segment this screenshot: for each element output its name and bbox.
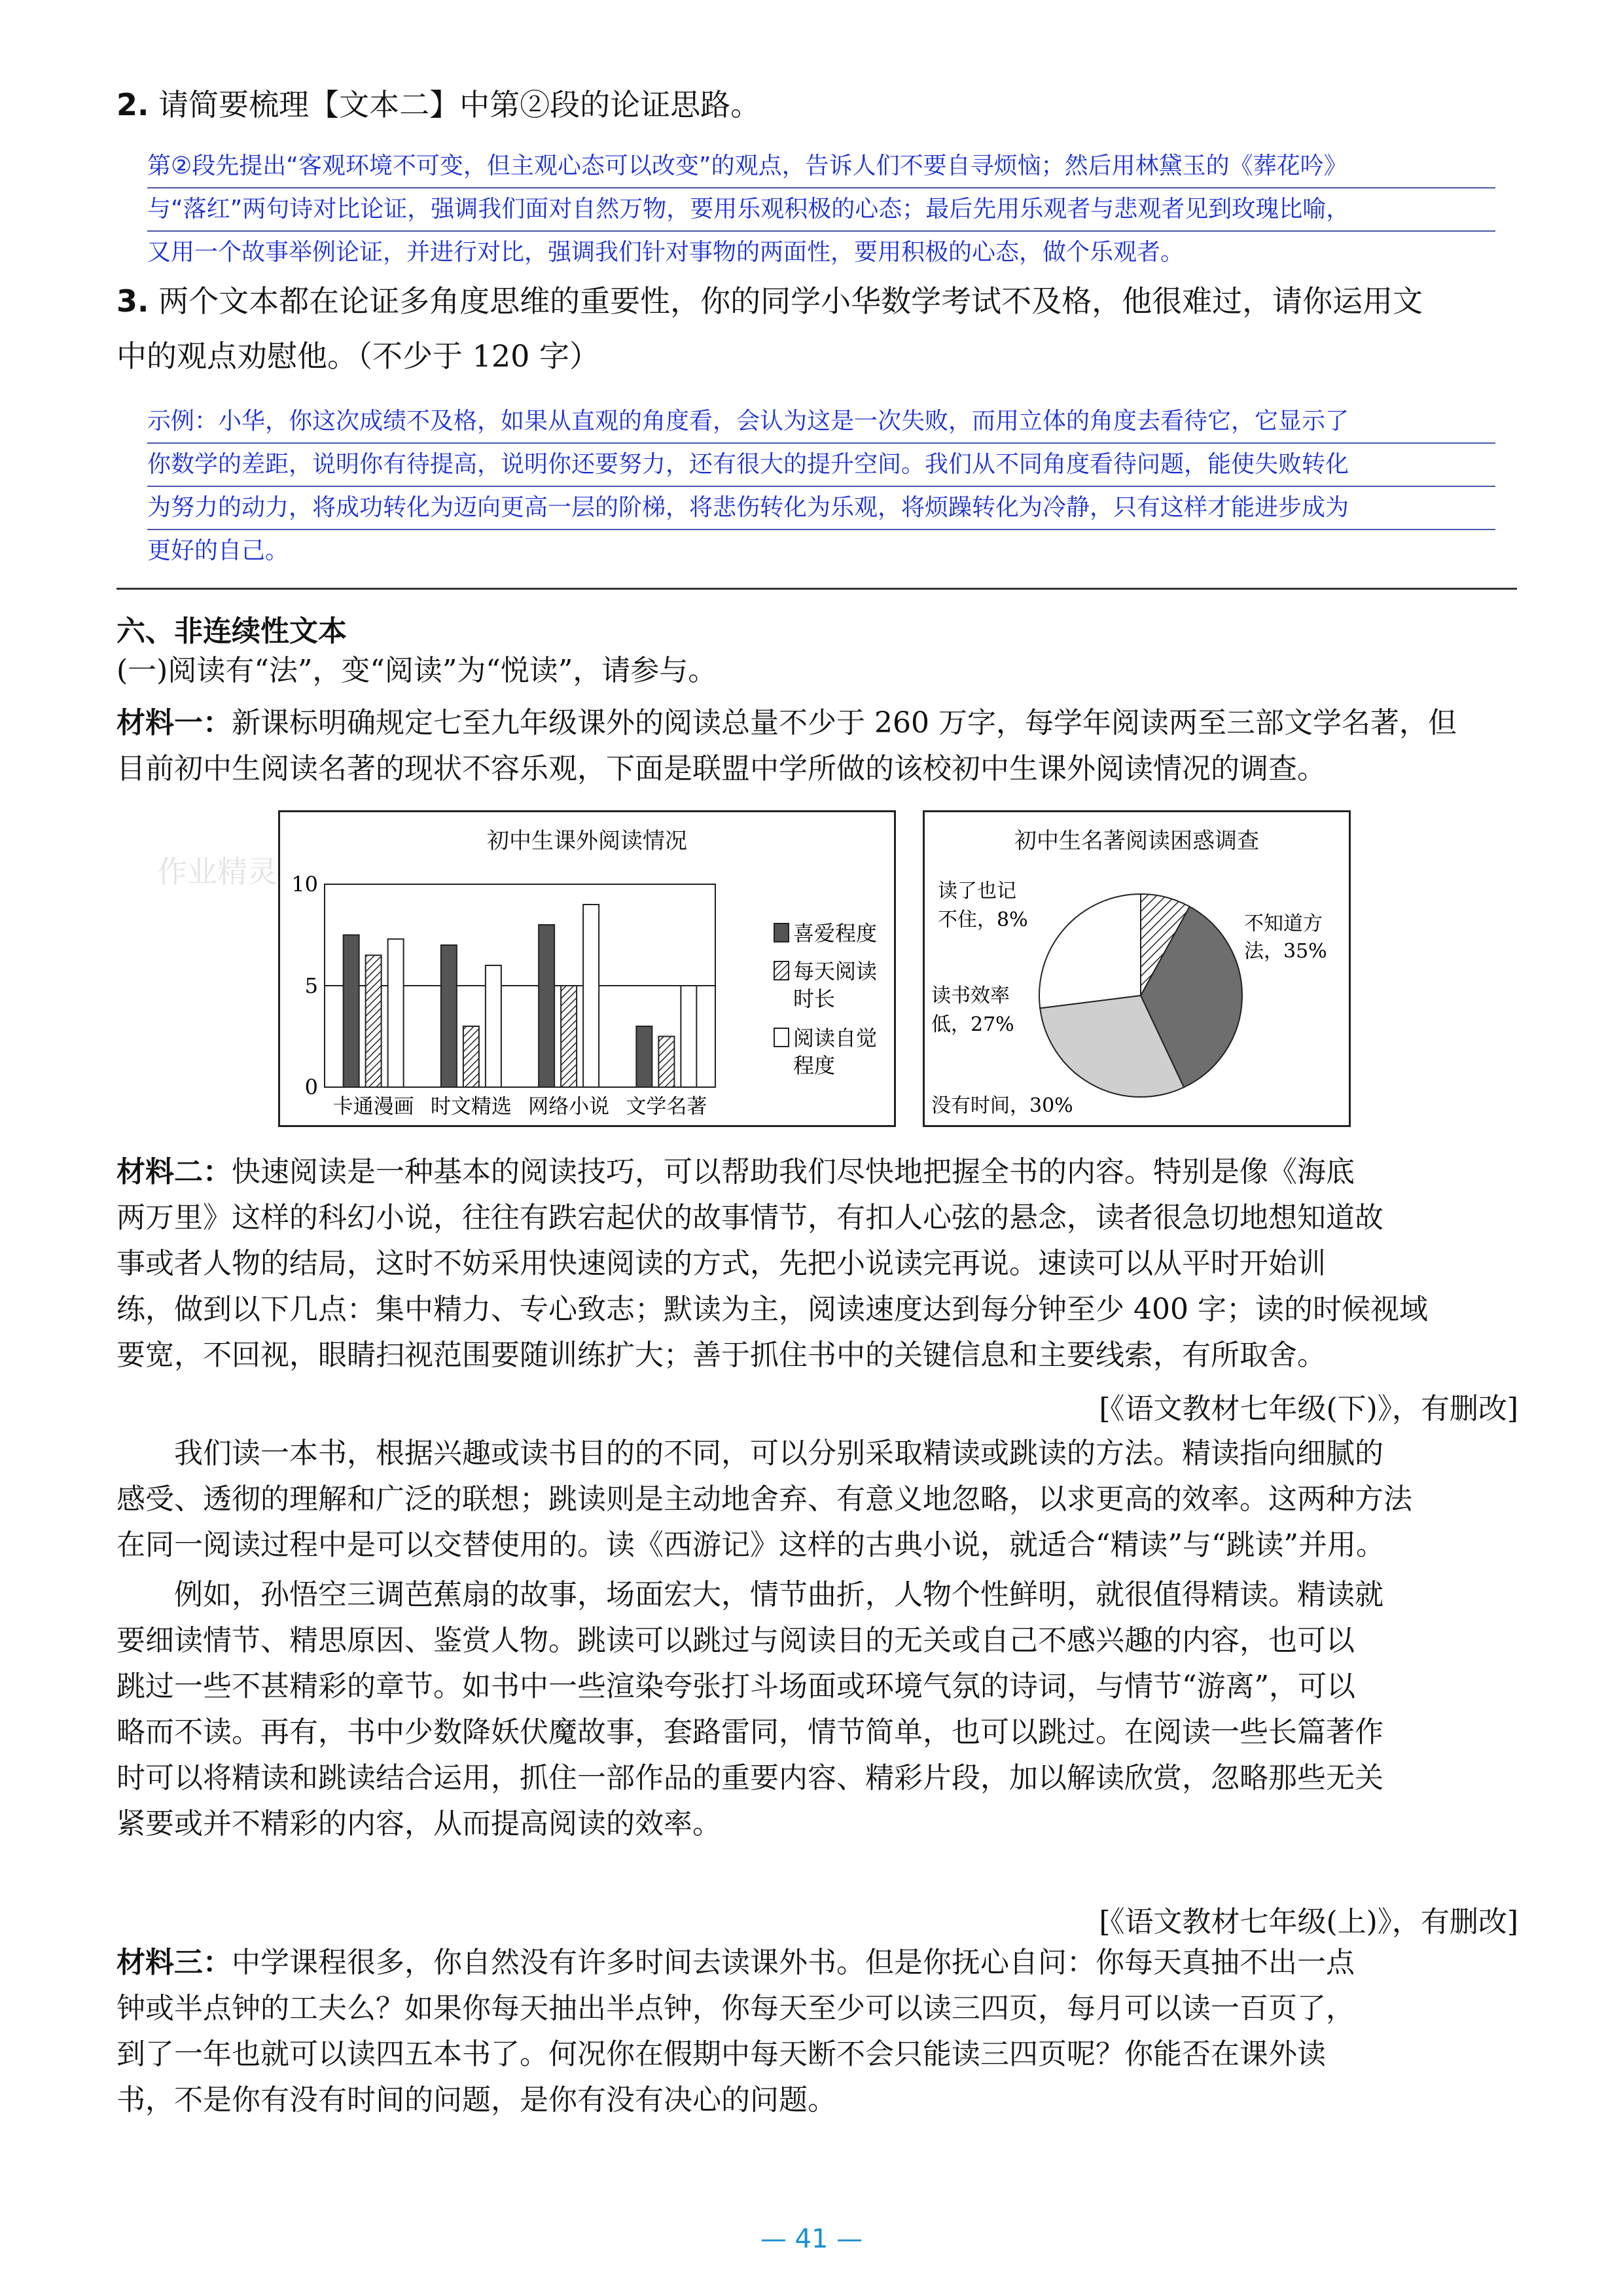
bar-3	[681, 986, 696, 1087]
pie-slice-3	[1039, 894, 1141, 1008]
paragraph-text: 感受、透彻的理解和广泛的联想；跳读则是主动地舍弃、有意义地忽略，以求更高的效率。这两种方法	[116, 1482, 1412, 1516]
y-tick-label: 10	[291, 872, 318, 897]
chart-title: 初中生课外阅读情况	[487, 828, 687, 854]
bar-1	[539, 925, 554, 1087]
material-label: 材料一：	[116, 706, 232, 740]
pie-label: 不知道方	[1244, 912, 1323, 935]
material-text: 练，做到以下几点：集中精力、专心致志；默读为主，阅读速度达到每分钟至少 400 字；读的时候视域	[116, 1293, 1428, 1326]
bar-3	[583, 905, 599, 1087]
page-number: — 41 —	[760, 2224, 863, 2254]
bar-chart-svg	[280, 812, 894, 1125]
material-text: 到了一年也就可以读四五本书了。何况你在假期中每天断不会只能读三四页呢？你能否在课外读	[116, 2037, 1326, 2071]
paragraph-text: 我们读一本书，根据兴趣或读书目的的不同，可以分别采取精读或跳读的方法。精读指向细腻的	[174, 1437, 1383, 1470]
paragraph-text: 跳过一些不甚精彩的章节。如书中一些渲染夸张打斗场面或环境气氛的诗词，与情节“游离”，可以	[116, 1670, 1355, 1703]
paragraph-text: 要细读情节、精思原因、鉴赏人物。跳读可以跳过与阅读目的无关或自己不感兴趣的内容，也可以	[116, 1624, 1355, 1657]
answer-2	[147, 145, 1495, 274]
pie-label: 读书效率	[931, 984, 1010, 1007]
material-3	[116, 1940, 1524, 2123]
bar-1	[441, 945, 457, 1087]
answer-line: 为努力的动力，将成功转化为迈向更高一层的阶梯，将悲伤转化为乐观，将烦躁转化为冷静，只有这样才能进步成为	[147, 487, 1495, 530]
legend-label: 程度	[793, 1053, 836, 1078]
material-text: 要宽，不回视，眼睛扫视范围要随训练扩大；善于抓住书中的关键信息和主要线索，有所取舍。	[116, 1338, 1326, 1372]
material-text: 目前初中生阅读名著的现状不容乐观，下面是联盟中学所做的该校初中生课外阅读情况的调查。	[116, 752, 1326, 785]
bar-2	[561, 986, 577, 1087]
bar-3	[486, 965, 501, 1087]
subsection-title: (一)阅读有“法”，变“阅读”为“悦读”，请参与。	[116, 654, 717, 687]
section-divider	[116, 588, 1517, 590]
bar-chart	[278, 810, 896, 1127]
material-label: 材料二：	[116, 1155, 232, 1189]
material-2	[116, 1149, 1524, 1378]
answer-line: 示例：小华，你这次成绩不及格，如果从直观的角度看，会认为这是一次失败，而用立体的角度去看待它，它显示了	[147, 401, 1495, 444]
bar-2	[366, 956, 382, 1088]
answer-line: 与“落红”两句诗对比论证，强调我们面对自然万物，要用乐观积极的心态；最后先用乐观者与悲观者见到玫瑰比喻，	[147, 188, 1495, 232]
pie-chart-svg	[925, 812, 1349, 1125]
material-text: 快速阅读是一种基本的阅读技巧，可以帮助我们尽快地把握全书的内容。特别是像《海底	[232, 1155, 1355, 1189]
material-text: 钟或半点钟的工夫么？如果你每天抽出半点钟，你每天至少可以读三四页，每月可以读一百页了，	[116, 1992, 1355, 2025]
material-2-paragraph-2	[116, 1431, 1524, 1568]
pie-label: 没有时间，30%	[931, 1094, 1073, 1117]
paragraph-text: 略而不读。再有，书中少数降妖伏魔故事，套路雷同，情节简单，也可以跳过。在阅读一些长篇著作	[116, 1715, 1383, 1749]
source-citation: [《语文教材七年级(上)》，有删改]	[1099, 1905, 1518, 1939]
material-2-paragraph-3	[116, 1572, 1524, 1847]
material-text: 书，不是你有没有时间的问题，是你有没有决心的问题。	[116, 2083, 836, 2117]
pie-chart	[923, 810, 1351, 1127]
material-text: 事或者人物的结局，这时不妨采用快速阅读的方式，先把小说读完再说。速读可以从平时开始训	[116, 1247, 1326, 1280]
question-number: 2.	[116, 87, 149, 122]
paragraph-text: 例如，孙悟空三调芭蕉扇的故事，场面宏大，情节曲折，人物个性鲜明，就很值得精读。精读就	[174, 1578, 1383, 1611]
bar-2	[658, 1037, 674, 1088]
answer-line: 第②段先提出“客观环境不可变，但主观心态可以改变”的观点，告诉人们不要自寻烦恼；然后用林黛玉的《葬花吟》	[147, 145, 1495, 188]
legend-label: 时长	[793, 986, 836, 1011]
legend-swatch-self	[774, 1028, 789, 1047]
question-text-line2: 中的观点劝慰他。（不少于 120 字）	[116, 338, 600, 374]
section-title: 六、非连续性文本	[116, 615, 347, 648]
pie-label: 法，35%	[1244, 940, 1327, 963]
bar-2	[463, 1026, 479, 1087]
question-text: 请简要梳理【文本二】中第②段的论证思路。	[158, 87, 761, 122]
x-tick-label: 网络小说	[528, 1095, 610, 1119]
pie-label: 读了也记	[938, 880, 1016, 903]
material-text: 新课标明确规定七至九年级课外的阅读总量不少于 260 万字，每学年阅读两至三部文学名著，但	[232, 706, 1457, 740]
pie-label: 不住，8%	[938, 908, 1028, 931]
source-citation: [《语文教材七年级(下)》，有删改]	[1099, 1392, 1518, 1426]
legend-label: 喜爱程度	[793, 921, 878, 946]
bar-3	[388, 939, 404, 1087]
paragraph-text: 在同一阅读过程中是可以交替使用的。读《西游记》这样的古典小说，就适合“精读”与“跳读”并用。	[116, 1528, 1385, 1562]
material-text: 中学课程很多，你自然没有许多时间去读课外书。但是你抚心自问：你每天真抽不出一点	[232, 1946, 1355, 1979]
legend-label: 每天阅读	[793, 959, 878, 984]
paragraph-text: 时可以将精读和跳读结合运用，抓住一部作品的重要内容、精彩片段，加以解读欣赏，忽略那些无关	[116, 1761, 1383, 1795]
question-2	[116, 77, 1524, 132]
x-tick-label: 时文精选	[430, 1095, 512, 1119]
bar-1	[636, 1026, 652, 1087]
question-3	[116, 274, 1524, 384]
answer-3	[147, 401, 1495, 572]
legend-swatch-time	[774, 961, 789, 980]
question-number: 3.	[116, 283, 149, 319]
answer-line: 又用一个故事举例论证，并进行对比，强调我们针对事物的两面性，要用积极的心态，做个乐观者。	[147, 239, 1185, 266]
material-1	[116, 700, 1524, 792]
y-tick-label: 5	[304, 973, 318, 998]
paragraph-text: 紧要或并不精彩的内容，从而提高阅读的效率。	[116, 1807, 721, 1840]
legend-label: 阅读自觉	[793, 1026, 878, 1050]
material-text: 两万里》这样的科幻小说，往往有跌宕起伏的故事情节，有扣人心弦的悬念，读者很急切地想知道故	[116, 1201, 1383, 1234]
watermark: 作业精灵	[157, 854, 277, 889]
material-label: 材料三：	[116, 1946, 232, 1979]
answer-line: 更好的自己。	[147, 537, 289, 564]
question-text-line1: 两个文本都在论证多角度思维的重要性，你的同学小华数学考试不及格，他很难过，请你运用文	[158, 283, 1423, 319]
bar-1	[344, 935, 359, 1088]
answer-line: 你数学的差距，说明你有待提高，说明你还要努力，还有很大的提升空间。我们从不同角度看待问题，能使失败转化	[147, 444, 1495, 487]
chart-title: 初中生名著阅读困惑调查	[1014, 828, 1259, 854]
pie-label: 低，27%	[931, 1013, 1014, 1036]
legend-swatch-favor	[774, 924, 789, 942]
x-tick-label: 文学名著	[626, 1095, 707, 1119]
y-tick-label: 0	[304, 1075, 318, 1100]
x-tick-label: 卡通漫画	[332, 1095, 414, 1119]
